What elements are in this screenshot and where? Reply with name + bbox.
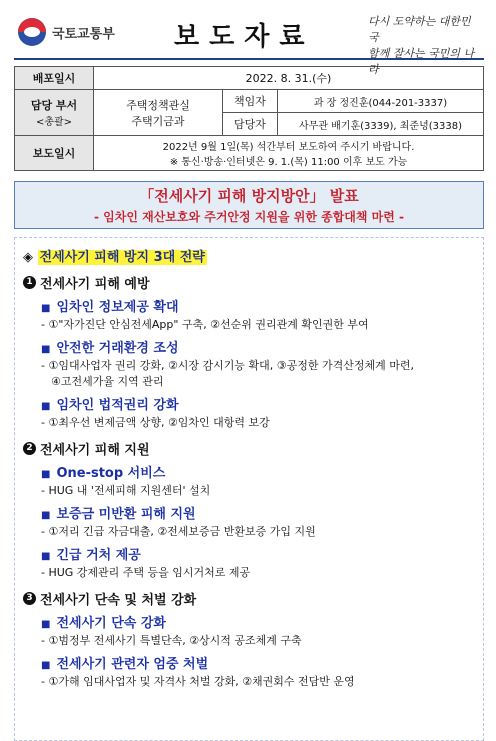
release-value: 2022년 9월 1일(목) 석간부터 보도하여 주시기 바랍니다. ※ 통신·방송·인터넷은 9. 1.(목) 11:00 이후 보도 가능 xyxy=(94,136,484,171)
press-release-page xyxy=(14,8,484,741)
content-box xyxy=(14,237,484,741)
dept-label: 담당 부서 <총괄> xyxy=(15,90,94,136)
detail-text: - ①임대사업자 권리 강화, ②시장 감시기능 확대, ③공정한 가격산정체계 마련, ④고전세가율 지역 관리 xyxy=(41,359,415,388)
square-bullet-icon: ■ xyxy=(41,619,51,630)
section-1 xyxy=(23,273,479,292)
slogan-line-1: 다시 도약하는 대한민국 xyxy=(368,15,471,44)
info-table xyxy=(14,66,484,171)
square-bullet-icon: ■ xyxy=(41,469,51,480)
sub-heading: ■ 긴급 거처 제공 xyxy=(41,548,141,563)
detail-text: - HUG 강제관리 주택 등을 임시거처로 제공 xyxy=(41,566,251,579)
square-bullet-icon: ■ xyxy=(41,303,51,314)
ministry-name: 국토교통부 xyxy=(52,26,115,42)
sub-heading: ■ 보증금 미반환 피해 지원 xyxy=(41,507,196,522)
square-bullet-icon: ■ xyxy=(41,401,51,412)
taegeuk-icon xyxy=(18,18,46,46)
section-title: 전세사기 피해 지원 xyxy=(40,443,150,458)
staff-value: 사무관 배기훈(3339), 최준녕(3338) xyxy=(278,113,484,136)
number-2-icon: 2 xyxy=(23,442,36,455)
square-bullet-icon: ■ xyxy=(41,551,51,562)
section-2 xyxy=(23,439,479,458)
section-3 xyxy=(23,589,479,608)
detail-text: - ①최우선 변제금액 상향, ②임차인 대항력 보강 xyxy=(41,416,270,429)
distribution-label: 배포일시 xyxy=(15,67,94,90)
section-title: 전세사기 단속 및 처벌 강화 xyxy=(40,593,197,608)
strategy-heading xyxy=(23,246,479,265)
slogan xyxy=(368,14,480,78)
number-1-icon: 1 xyxy=(23,276,36,289)
staff-label: 담당자 xyxy=(223,113,278,136)
detail-text: - ①범정부 전세사기 특별단속, ②상시적 공조체계 구축 xyxy=(41,634,302,647)
strategy-title: 전세사기 피해 방지 3대 전략 xyxy=(39,250,205,265)
distribution-value: 2022. 8. 31.(수) xyxy=(94,67,484,90)
dept-value: 주택정책관실 주택기금과 xyxy=(94,90,223,136)
sub-heading: ■ 임차인 법적권리 강화 xyxy=(41,398,179,413)
header xyxy=(14,8,484,76)
release-label: 보도일시 xyxy=(15,136,94,171)
square-bullet-icon: ■ xyxy=(41,510,51,521)
sub-heading: ■ 안전한 거래환경 조성 xyxy=(41,341,179,356)
number-3-icon: 3 xyxy=(23,592,36,605)
sub-heading: ■ 전세사기 관련자 엄중 처벌 xyxy=(41,657,209,672)
page-title: 보도자료 xyxy=(174,22,315,52)
manager-value: 과 장 정진훈(044-201-3337) xyxy=(278,90,484,113)
headline-box xyxy=(14,181,484,229)
sub-heading: ■ 임차인 정보제공 확대 xyxy=(41,300,179,315)
sub-heading: ■ One-stop 서비스 xyxy=(41,466,166,481)
section-title: 전세사기 피해 예방 xyxy=(40,277,150,292)
square-bullet-icon: ■ xyxy=(41,344,51,355)
headline-subtitle: - 임차인 재산보호와 주거안정 지원을 위한 종합대책 마련 - xyxy=(93,210,404,224)
ministry-logo xyxy=(18,18,115,46)
detail-text: - ①저리 긴급 자금대출, ②전세보증금 반환보증 가입 지원 xyxy=(41,525,316,538)
square-bullet-icon: ■ xyxy=(41,660,51,671)
headline-title: 「전세사기 피해 방지방안」 발표 xyxy=(139,187,359,205)
detail-text: - ①"자가진단 안심전세App" 구축, ②선순위 권리관계 확인권한 부여 xyxy=(41,318,369,331)
diamond-bullet-icon: ◈ xyxy=(23,250,33,265)
slogan-line-2: 함께 잘사는 국민의 나라 xyxy=(368,47,475,76)
detail-text: - HUG 내 '전세피해 지원센터' 설치 xyxy=(41,484,211,497)
detail-text: - ①가해 임대사업자 및 자격사 처벌 강화, ②채권회수 전담반 운영 xyxy=(41,675,355,688)
manager-label: 책임자 xyxy=(223,90,278,113)
sub-heading: ■ 전세사기 단속 강화 xyxy=(41,616,166,631)
